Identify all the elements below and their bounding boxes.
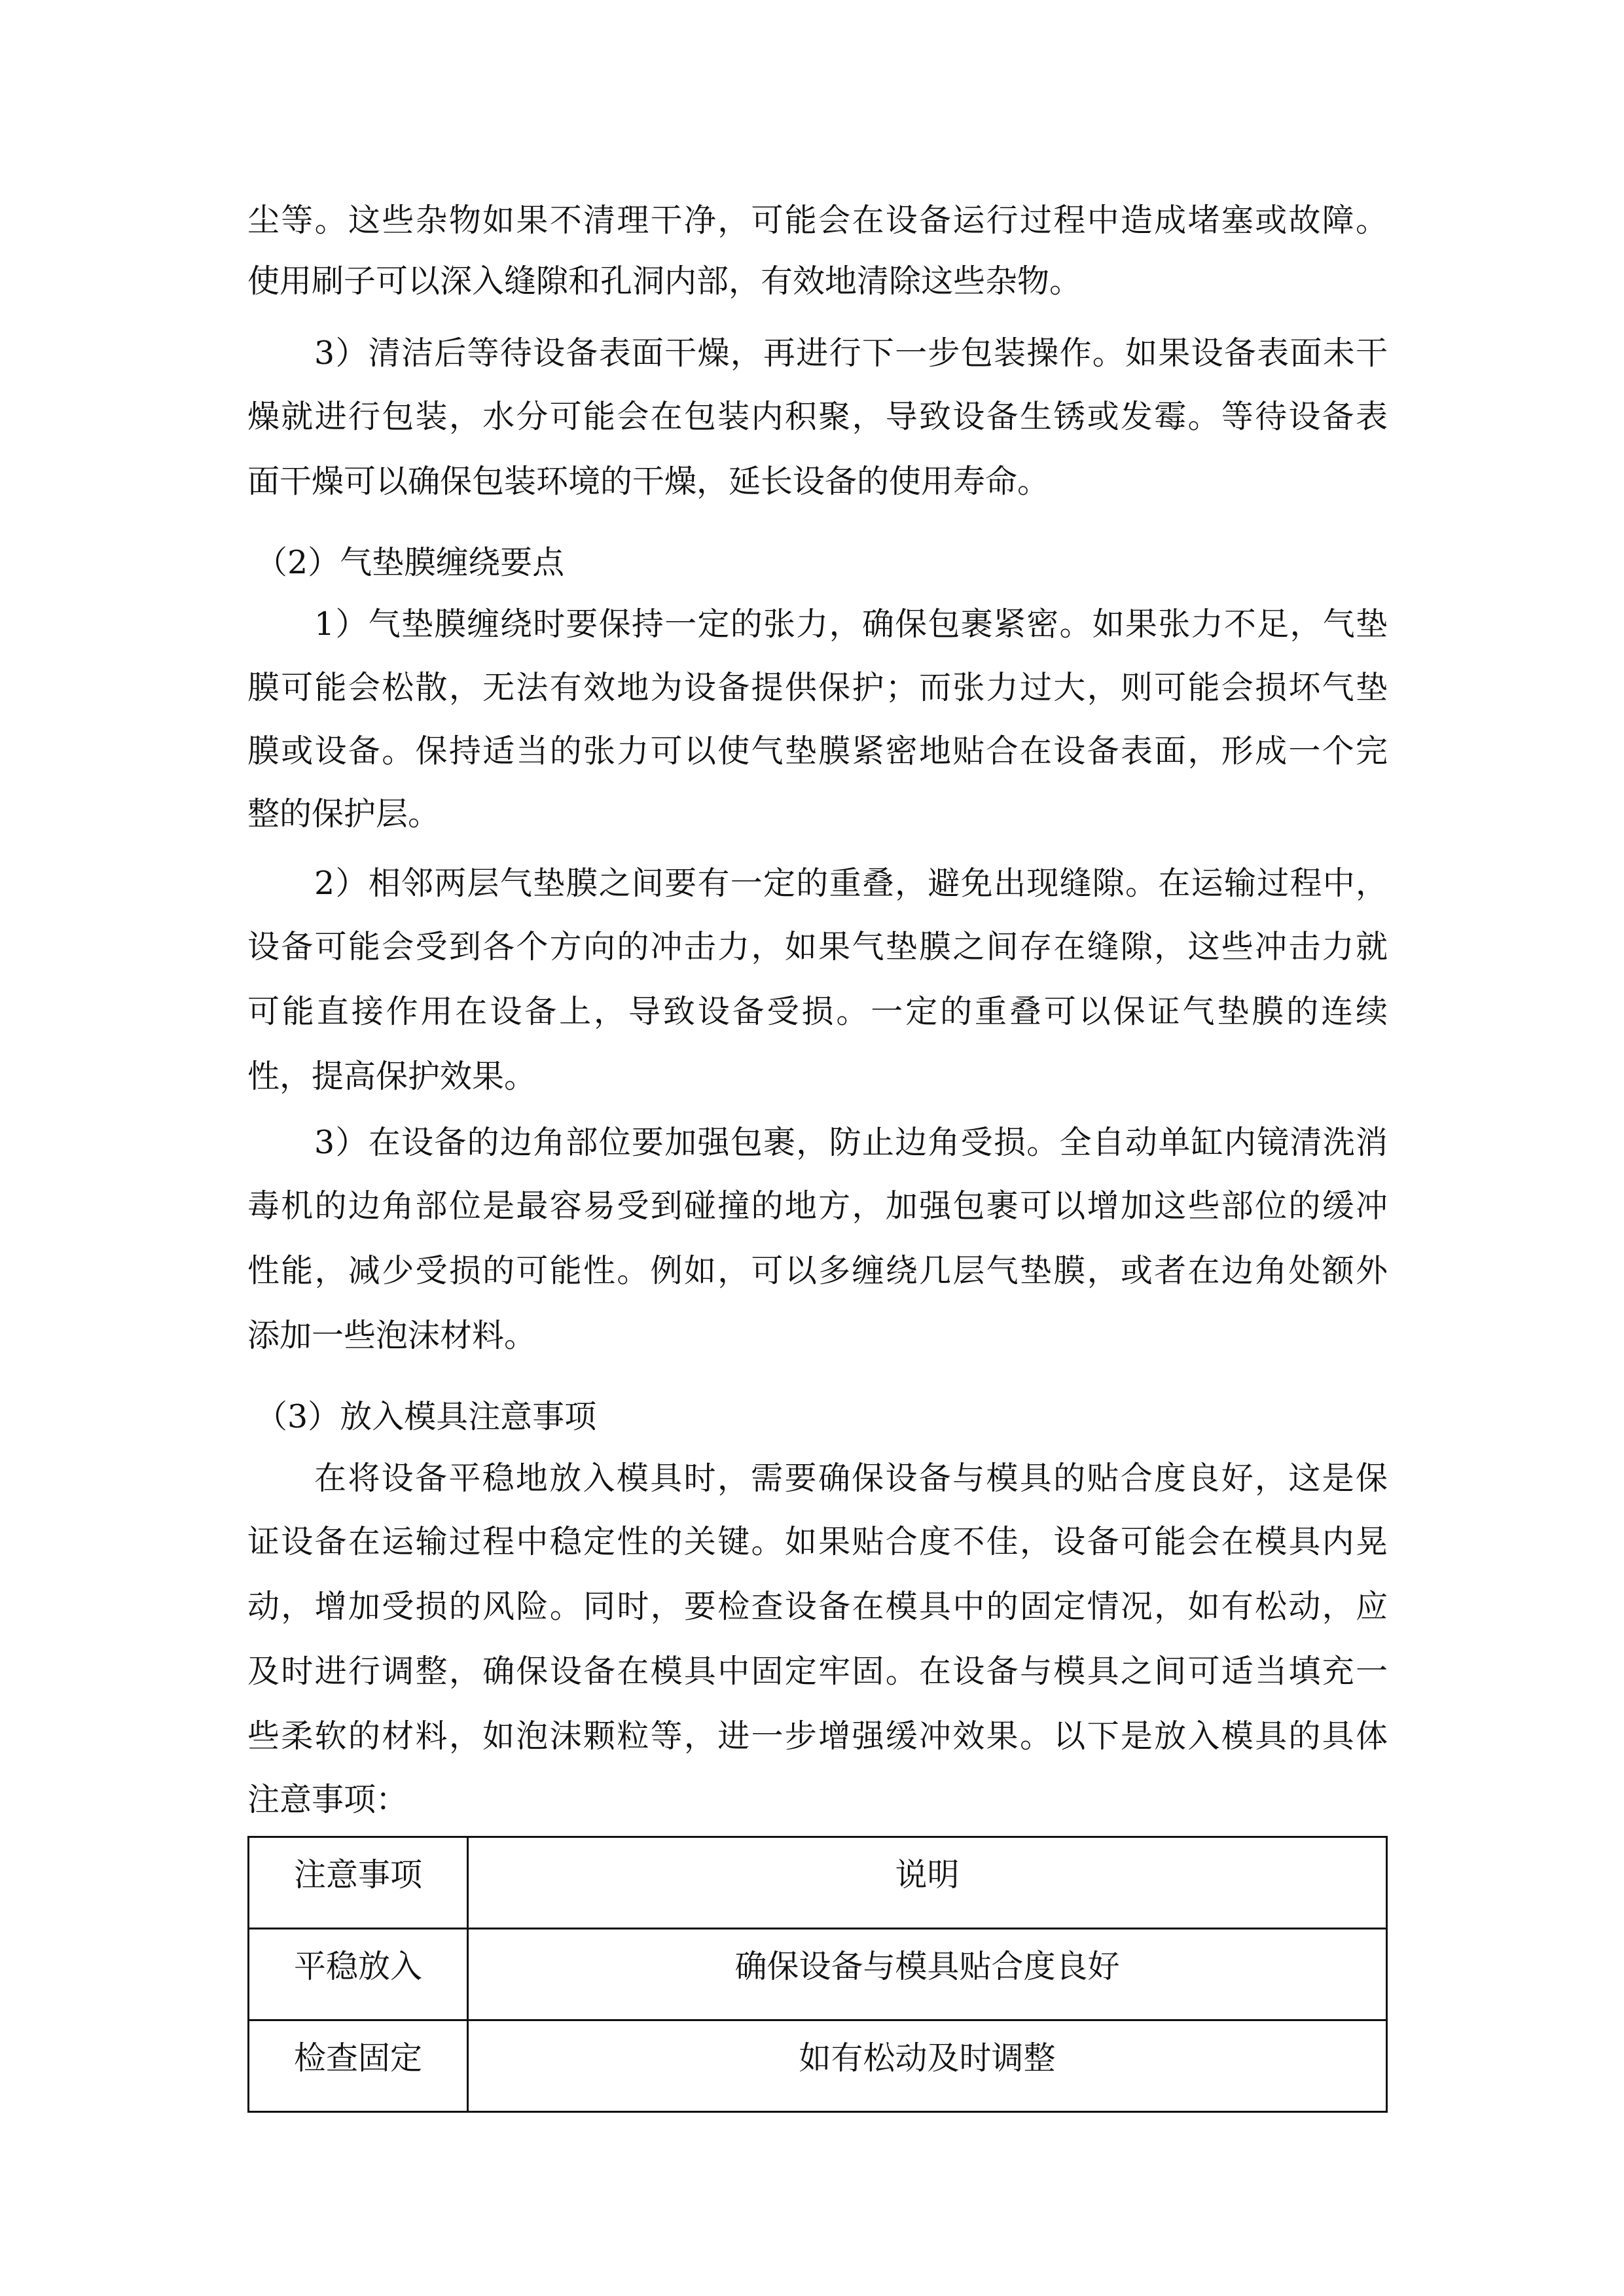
text-line: 在将设备平稳地放入模具时，需要确保设备与模具的贴合度良好，这是保: [314, 1460, 1388, 1497]
text-line: 动，增加受损的风险。同时，要检查设备在模具中的固定情况，如有松动，应: [247, 1588, 1388, 1625]
text-line: 毒机的边角部位是最容易受到碰撞的地方，加强包裹可以增加这些部位的缓冲: [247, 1187, 1388, 1225]
section-heading: （2）气垫膜缠绕要点: [255, 544, 565, 581]
text-line: 及时进行调整，确保设备在模具中固定牢固。在设备与模具之间可适当填充一: [247, 1653, 1388, 1690]
text-line: 添加一些泡沫材料。: [247, 1317, 537, 1354]
text-line: 燥就进行包装，水分可能会在包装内积聚，导致设备生锈或发霉。等待设备表: [247, 398, 1388, 435]
text-line: 1）气垫膜缠绕时要保持一定的张力，确保包裹紧密。如果张力不足，气垫: [314, 605, 1388, 643]
table-row: [249, 2020, 1387, 2112]
text-line: 2）相邻两层气垫膜之间要有一定的重叠，避免出现缝隙。在运输过程中，: [314, 865, 1388, 902]
table-cell: 如有松动及时调整: [468, 2020, 1387, 2112]
text-line: 设备可能会受到各个方向的冲击力，如果气垫膜之间存在缝隙，这些冲击力就: [247, 928, 1388, 965]
text-line: 整的保护层。: [247, 795, 441, 833]
text-line: 证设备在运输过程中稳定性的关键。如果贴合度不佳，设备可能会在模具内晃: [247, 1523, 1388, 1560]
text-line: 性能，减少受损的可能性。例如，可以多缠绕几层气垫膜，或者在边角处额外: [247, 1252, 1388, 1289]
table-header-cell: 说明: [468, 1837, 1387, 1929]
table-cell: 检查固定: [249, 2020, 468, 2112]
text-line: 使用刷子可以深入缝隙和孔洞内部，有效地清除这些杂物。: [247, 262, 1082, 300]
text-line: 膜可能会松散，无法有效地为设备提供保护；而张力过大，则可能会损坏气垫: [247, 669, 1388, 706]
text-line: 些柔软的材料，如泡沫颗粒等，进一步增强缓冲效果。以下是放入模具的具体: [247, 1717, 1388, 1755]
table-header-row: [249, 1837, 1387, 1929]
text-line: 面干燥可以确保包装环境的干燥，延长设备的使用寿命。: [247, 463, 1050, 500]
text-line: 注意事项：: [247, 1781, 408, 1818]
text-line: 3）清洁后等待设备表面干燥，再进行下一步包装操作。如果设备表面未干: [314, 334, 1388, 372]
table-header-cell: 注意事项: [249, 1837, 468, 1929]
table-cell: 平稳放入: [249, 1929, 468, 2020]
table-cell: 确保设备与模具贴合度良好: [468, 1929, 1387, 2020]
table-row: [249, 1929, 1387, 2020]
precautions-table: [247, 1836, 1388, 2113]
text-line: 3）在设备的边角部位要加强包裹，防止边角受损。全自动单缸内镜清洗消: [314, 1124, 1388, 1161]
text-line: 尘等。这些杂物如果不清理干净，可能会在设备运行过程中造成堵塞或故障。: [247, 202, 1388, 239]
text-line: 膜或设备。保持适当的张力可以使气垫膜紧密地贴合在设备表面，形成一个完: [247, 732, 1388, 770]
text-line: 可能直接作用在设备上，导致设备受损。一定的重叠可以保证气垫膜的连续: [247, 993, 1388, 1030]
text-line: 性，提高保护效果。: [247, 1058, 537, 1095]
section-heading: （3）放入模具注意事项: [255, 1398, 597, 1435]
